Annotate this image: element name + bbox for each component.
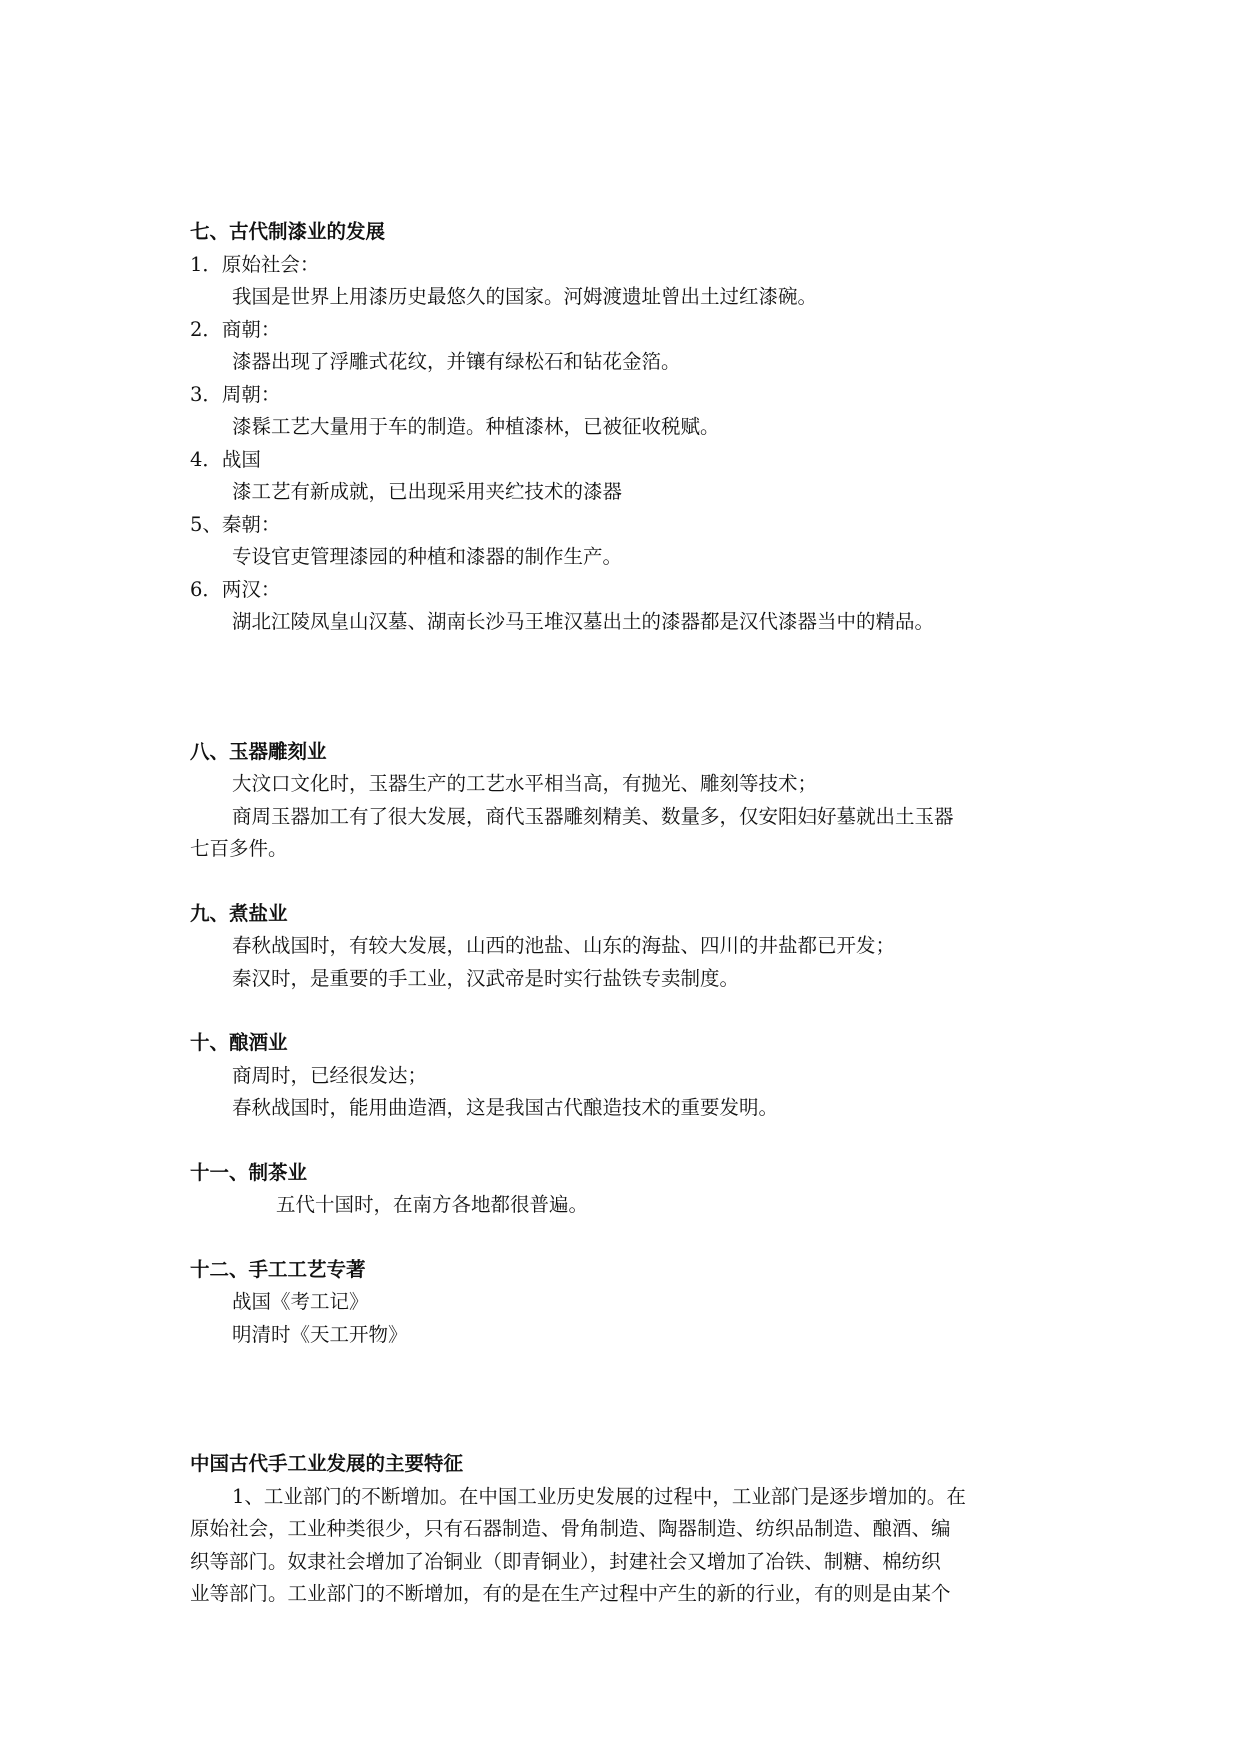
spacer (190, 866, 1070, 898)
list-item-label: 5、秦朝： (190, 512, 281, 536)
paragraph-line: 业等部门。工业部门的不断增加，有的是在生产过程中产生的新的行业，有的则是由某个 (190, 1582, 951, 1605)
spacer (190, 1351, 1070, 1448)
section-heading-brewing: 十、酿酒业 (190, 1031, 288, 1054)
spacer (190, 1222, 1070, 1254)
list-item-text: 湖北江陵凤皇山汉墓、湖南长沙马王堆汉墓出土的漆器都是汉代漆器当中的精品。 (232, 610, 935, 633)
paragraph-line: 原始社会，工业种类很少，只有石器制造、骨角制造、陶器制造、纺织品制造、酿酒、编 (190, 1517, 951, 1540)
paragraph-line: 大汶口文化时，玉器生产的工艺水平相当高，有抛光、雕刻等技术； (232, 772, 818, 795)
paragraph-line: 春秋战国时，能用曲造酒，这是我国古代酿造技术的重要发明。 (232, 1096, 779, 1119)
list-item-text: 专设官吏管理漆园的种植和漆器的制作生产。 (232, 545, 623, 568)
paragraph-line: 1、工业部门的不断增加。在中国工业历史发展的过程中，工业部门是逐步增加的。在 (232, 1484, 966, 1508)
list-item-text: 漆髹工艺大量用于车的制造。种植漆林，已被征收税赋。 (232, 415, 720, 438)
section-heading-salt: 九、煮盐业 (190, 901, 288, 925)
paragraph-line: 商周玉器加工有了很大发展，商代玉器雕刻精美、数量多，仅安阳妇好墓就出土玉器 (232, 804, 954, 828)
section-heading-tea: 十一、制茶业 (190, 1160, 308, 1184)
document-body (190, 216, 1070, 1611)
section-heading-treatises: 十二、手工工艺专著 (190, 1257, 366, 1281)
paragraph-line: 明清时《天工开物》 (232, 1322, 408, 1346)
paragraph-line: 春秋战国时，有较大发展，山西的池盐、山东的海盐、四川的井盐都已开发； (232, 934, 896, 957)
list-item-text: 漆工艺有新成就，已出现采用夹纻技术的漆器 (232, 480, 623, 503)
list-item-label: 3．周朝： (190, 382, 281, 406)
list-item-text: 漆器出现了浮雕式花纹，并镶有绿松石和钻花金箔。 (232, 350, 681, 373)
paragraph-line: 七百多件。 (190, 837, 288, 860)
list-item-label: 4．战国 (190, 447, 261, 471)
spacer (190, 995, 1070, 1027)
list-item-label: 6．两汉： (190, 577, 281, 601)
list-item-text: 我国是世界上用漆历史最悠久的国家。河姆渡遗址曾出土过红漆碗。 (232, 285, 818, 308)
list-item-label: 2．商朝： (190, 317, 281, 341)
paragraph-line: 织等部门。奴隶社会增加了冶铜业（即青铜业），封建社会又增加了冶铁、制糖、棉纺织 (190, 1549, 941, 1573)
paragraph-line: 战国《考工记》 (232, 1290, 369, 1313)
paragraph-line: 商周时，已经很发达； (232, 1063, 428, 1087)
section-heading-jade: 八、玉器雕刻业 (190, 739, 327, 763)
section-heading-features: 中国古代手工业发展的主要特征 (190, 1452, 464, 1475)
paragraph-line: 秦汉时，是重要的手工业，汉武帝是时实行盐铁专卖制度。 (232, 966, 740, 990)
spacer (190, 1125, 1070, 1157)
paragraph-line: 五代十国时，在南方各地都很普遍。 (276, 1193, 589, 1216)
list-item-label: 1．原始社会： (190, 252, 320, 276)
spacer (190, 639, 1070, 736)
section-heading-lacquer: 七、古代制漆业的发展 (190, 220, 386, 243)
